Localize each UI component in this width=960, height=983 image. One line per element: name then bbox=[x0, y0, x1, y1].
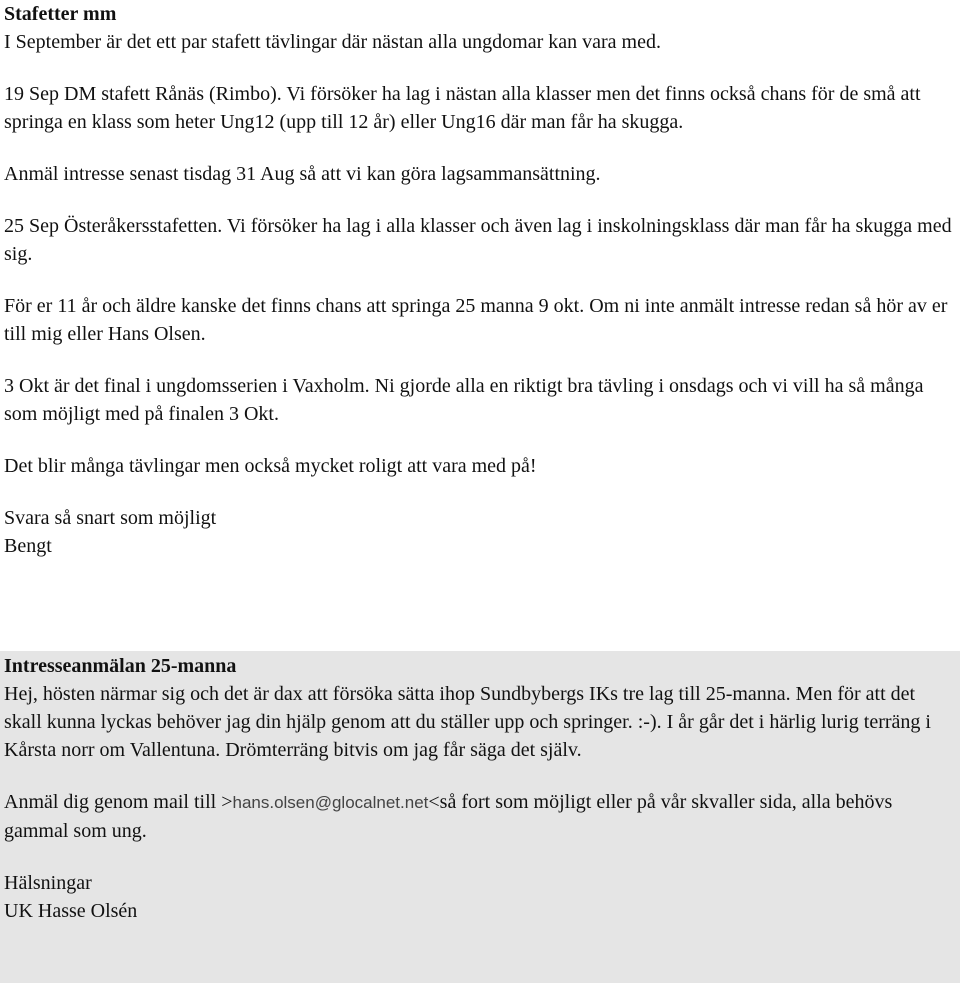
section-title: Intresseanmälan 25-manna bbox=[4, 655, 237, 677]
signature-line-1: Hälsningar bbox=[4, 872, 92, 894]
anmal-text-before: Anmäl dig genom mail till > bbox=[4, 791, 233, 813]
section-title: Stafetter mm bbox=[4, 3, 117, 25]
signature-line-2: Bengt bbox=[4, 535, 52, 557]
anmal-paragraph bbox=[4, 788, 956, 845]
signature-line-2: UK Hasse Olsén bbox=[4, 900, 138, 922]
anmal-intresse-paragraph: Anmäl intresse senast tisdag 31 Aug så att vi kan göra lagsammansättning. bbox=[4, 163, 601, 185]
roligt-paragraph: Det blir många tävlingar men också mycket roligt att vara med på! bbox=[4, 455, 537, 477]
dm-stafett-paragraph: 19 Sep DM stafett Rånäs (Rimbo). Vi försöker ha lag i nästan alla klasser men det finns också chans för de små att springa en klass som heter Ung12 (upp till 12 år) eller Ung16 där man får ha skugga. bbox=[4, 83, 921, 133]
intresseanmalan-section bbox=[0, 651, 960, 983]
25-manna-paragraph: För er 11 år och äldre kanske det finns chans att springa 25 manna 9 okt. Om ni inte anmält intresse redan så hör av er till mig eller Hans Olsen. bbox=[4, 295, 948, 345]
intro-text: I September är det ett par stafett tävlingar där nästan alla ungdomar kan vara med. bbox=[4, 31, 661, 53]
osterakersstafetten-paragraph: 25 Sep Österåkersstafetten. Vi försöker ha lag i alla klasser och även lag i inskolningsklass där man får ha skugga med sig. bbox=[4, 215, 952, 265]
final-paragraph: 3 Okt är det final i ungdomsserien i Vaxholm. Ni gjorde alla en riktigt bra tävling i onsdags och vi vill ha så många som möjligt med på finalen 3 Okt. bbox=[4, 375, 924, 425]
signature-line-1: Svara så snart som möjligt bbox=[4, 507, 217, 529]
anmal-text-after: <så fort som möjligt eller på vår skvaller sida, alla behövs gammal som ung. bbox=[4, 791, 893, 842]
email-link[interactable]: hans.olsen@glocalnet.net bbox=[232, 793, 429, 812]
intro-paragraph: Hej, hösten närmar sig och det är dax att försöka sätta ihop Sundbybergs IKs tre lag till 25-manna. Men för att det skall kunna lyckas behöver jag din hjälp genom att du ställer upp och springer. :-). I år går det i härlig lurig terräng i Kårsta norr om Vallentuna. Drömterräng bitvis om jag får säga det själv. bbox=[4, 683, 931, 761]
